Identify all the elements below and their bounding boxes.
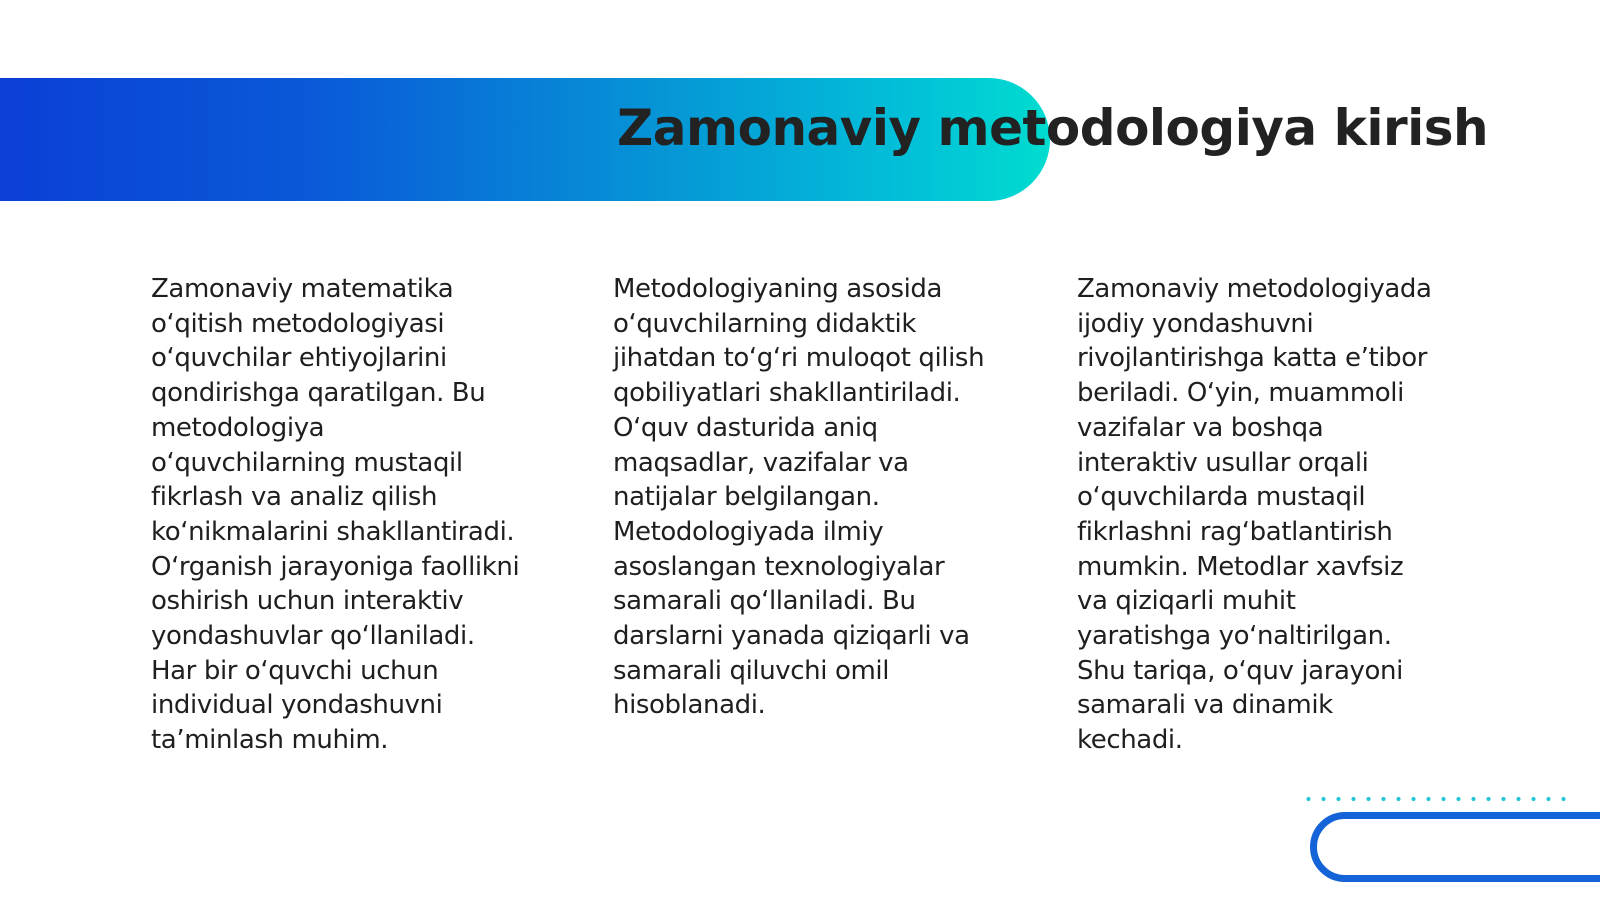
text-column-1: Zamonaviy matematika o‘qitish metodologiyasi o‘quvchilar ehtiyojlarini qondirishga qaratilgan. Bu metodologiya o‘quvchilarning mustaqil fikrlash va analiz qilish ko‘nikmalarini shakllantiradi. O‘rganish jarayoniga faollikni oshirish uchun interaktiv yondashuvlar qo‘llaniladi. Har bir o‘quvchi uchun individual yondashuvni ta’minlash muhim. xyxy=(151,274,520,756)
text-column-2: Metodologiyaning asosida o‘quvchilarning didaktik jihatdan to‘g‘ri muloqot qilish qobiliyatlari shakllantiriladi. O‘quv dasturida aniq maqsadlar, vazifalar va natijalar belgilangan. Metodologiyada ilmiy asoslangan texnologiyalar samarali qo‘llaniladi. Bu darslarni yanada qiziqarli va samarali qiluvchi omil hisoblanadi. xyxy=(613,274,985,721)
decorative-pill-outline xyxy=(1310,812,1600,882)
slide-title: Zamonaviy metodologiya kirish xyxy=(617,99,1489,157)
decorative-dots xyxy=(1301,796,1566,802)
text-column-3: Zamonaviy metodologiyada ijodiy yondashuvni rivojlantirishga katta e’tibor beriladi. O‘yin, muammoli vazifalar va boshqa interaktiv usullar orqali o‘quvchilarda mustaqil fikrlashni rag‘batlantirish mumkin. Metodlar xavfsiz va qiziqarli muhit yaratishga yo‘naltirilgan. Shu tariqa, o‘quv jarayoni samarali va dinamik kechadi. xyxy=(1077,274,1432,756)
